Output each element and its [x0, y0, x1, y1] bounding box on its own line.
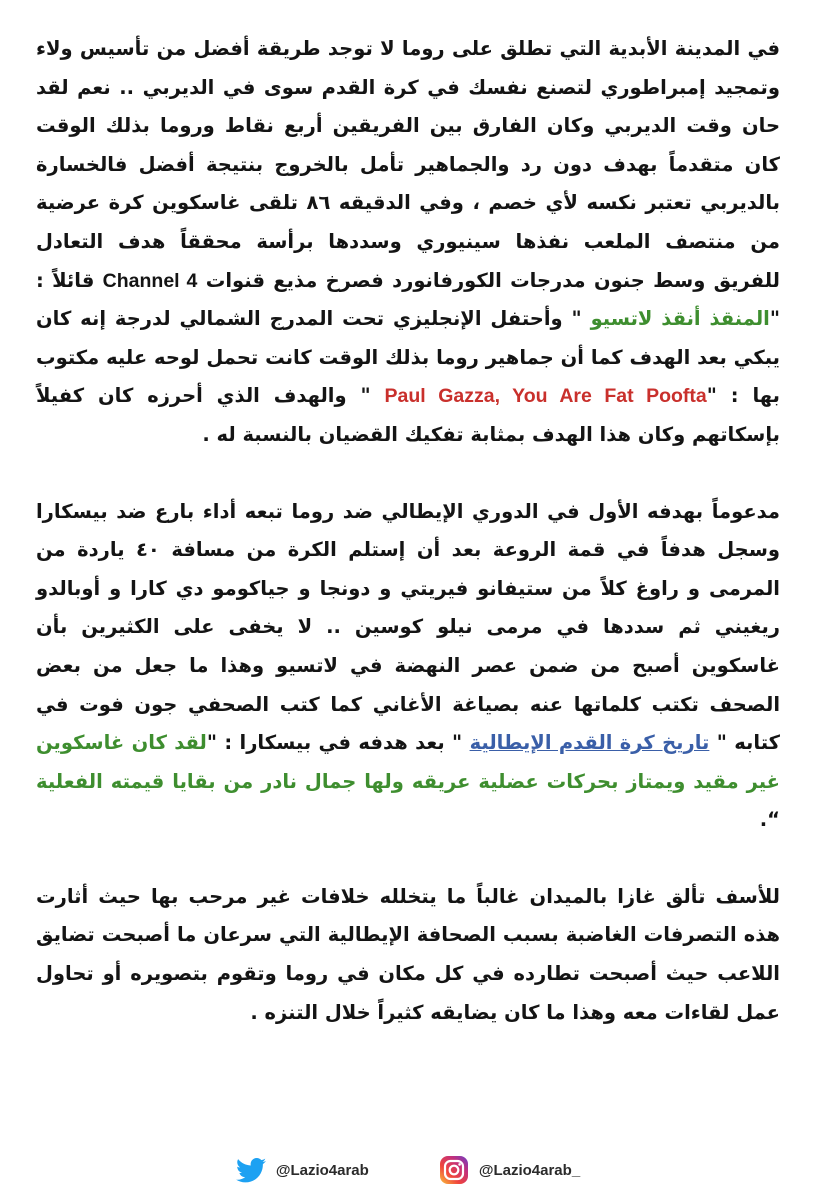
book-quote: لقد كان غاسكوين غير مقيد ويمتاز بحركات عضلية عريقه ولها جمال نادر من بقايا قيمته الفعلية — [36, 731, 780, 793]
paragraph-text: " بعد هدفه في بيسكارا : " — [206, 731, 463, 755]
fans-banner-text: Paul Gazza, You Are Fat Poofta — [384, 385, 707, 408]
paragraph-text: في المدينة الأبدية التي تطلق على روما لا توجد طريقة أفضل من تأسيس ولاء وتمجيد إمبراطوري لتصنع نفسك في كرة القدم سوى في الديربي .. نعم لقد حان وقت الديربي وكان الفارق بين الفريقين أربع نقاط وروما بذلك الوقت كان متقدماً بهدف دون رد والجماهير تأمل بالخروج بنتيجة أفضل فالخسارة بالديربي تعتبر نكسه لأي خصم ، وفي الدقيقه ٨٦ تلقى غاسكوين كرة عرضية من منتصف الملعب نفذها سينيوري وسددها برأسة محققاً هدف التعادل للفريق وسط جنون مدرجات الكورفانورد فصرخ مذيع قنوات — [36, 37, 780, 292]
commentator-quote: المنقذ أنقذ لاتسيو — [590, 307, 770, 331]
paragraph-text: “. — [759, 808, 780, 832]
twitter-handle-group[interactable] — [236, 1158, 369, 1183]
social-footer — [0, 1150, 816, 1190]
channel-name: Channel 4 — [102, 269, 198, 292]
instagram-handle-group[interactable] — [439, 1155, 580, 1185]
instagram-icon — [439, 1155, 469, 1185]
paragraph-press — [36, 878, 780, 1032]
paragraph-text: " وأحتفل الإنجليزي تحت المدرج الشمالي لدرجة إنه كان يبكي بعد الهدف كما أن جماهير روما بذلك الوقت كانت تحمل لوحه عليه مكتوب بها : " — [36, 307, 780, 408]
paragraph-text: " والهدف الذي أحرزه كان كفيلاً بإسكاتهم وكان هذا الهدف بمثابة تفكيك القضيان بالنسبة له . — [36, 384, 780, 446]
book-title-link[interactable]: تاريخ كرة القدم الإيطالية — [469, 731, 710, 755]
instagram-handle: @Lazio4arab_ — [478, 1161, 581, 1179]
paragraph-pescara — [36, 493, 780, 840]
paragraph-text: للأسف تألق غازا بالميدان غالباً ما يتخلله خلافات غير مرحب بها حيث أثارت هذه التصرفات الغاضبة بسبب الصحافة الإيطالية التي سرعان ما أصبحت تضايق اللاعب حيث أصبحت تطارده في كل مكان في روما وتقوم بتصويره أو تحاول عمل لقاءات معه وهذا ما كان يضايقه كثيراً خلال التنزه . — [36, 884, 780, 1024]
paragraph-text: قائلاً : " — [36, 268, 780, 331]
paragraph-text: مدعوماً بهدفه الأول في الدوري الإيطالي ضد روما تبعه أداء بارع ضد بيسكارا وسجل هدفاً في قمة الروعة بعد أن إستلم الكرة من مسافة ٤٠ ياردة من المرمى و راوغ كلاً من ستيفانو فيريتي و دونجا و جياكومو دي كارا و أوبالدو ريغيني ثم سددها في مرمى نيلو كوسين .. لا يخفى على الكثيرين بأن غاسكوين أصبح من ضمن عصر النهضة في لاتسيو وهذا ما جعل من بعض الصحف تكتب كلماتها عنه بصياغة الأغاني كما كتب الصحفي جون فوت في كتابه " — [36, 499, 780, 755]
paragraph-derby — [36, 30, 780, 455]
twitter-handle: @Lazio4arab — [275, 1161, 369, 1179]
twitter-bird-icon — [236, 1158, 266, 1183]
